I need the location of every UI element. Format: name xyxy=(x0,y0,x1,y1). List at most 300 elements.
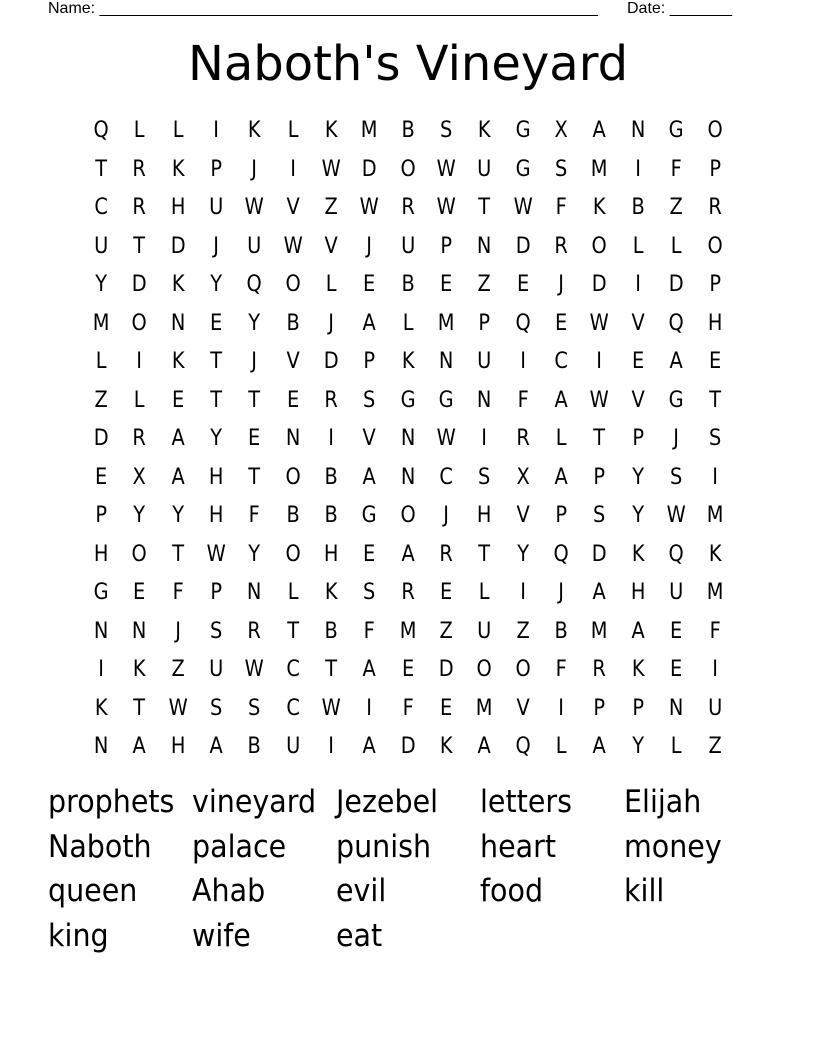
grid-letter: W xyxy=(244,657,265,682)
grid-letter: D xyxy=(592,272,608,297)
grid-letter: J xyxy=(443,503,450,528)
grid-letter: S xyxy=(708,426,721,451)
grid-letter: O xyxy=(400,503,416,528)
grid-letter: K xyxy=(248,118,261,143)
grid-letter: R xyxy=(247,618,262,644)
grid-letter: E xyxy=(171,387,184,413)
grid-letter: E xyxy=(95,464,108,490)
grid-letter: I xyxy=(366,695,373,721)
grid-letter: I xyxy=(711,464,718,490)
grid-letter: F xyxy=(517,387,529,413)
grid-letter: N xyxy=(477,387,492,413)
grid-letter: I xyxy=(481,426,488,451)
grid-row xyxy=(82,382,734,421)
grid-letter: J xyxy=(366,233,373,259)
grid-letter: H xyxy=(323,541,339,567)
grid-letter: M xyxy=(706,503,724,528)
grid-letter: H xyxy=(208,464,224,490)
grid-letter: W xyxy=(590,310,610,336)
grid-letter: H xyxy=(208,503,224,528)
grid-letter: V xyxy=(362,426,377,451)
grid-letter: H xyxy=(93,541,109,567)
grid-letter: E xyxy=(670,657,683,682)
grid-letter: Z xyxy=(94,387,108,413)
grid-letter: W xyxy=(283,233,303,259)
grid-letter: D xyxy=(132,272,147,297)
grid-letter: K xyxy=(708,541,722,567)
grid-letter: W xyxy=(321,156,341,182)
grid-letter: C xyxy=(94,195,108,220)
grid-letter: T xyxy=(325,657,338,682)
grid-letter: I xyxy=(98,657,105,682)
grid-letter: K xyxy=(631,657,645,682)
grid-letter: I xyxy=(558,695,565,721)
grid-letter: M xyxy=(476,695,493,721)
grid-letter: S xyxy=(440,118,453,143)
grid-letter: X xyxy=(516,464,530,490)
grid-letter: Y xyxy=(632,503,644,528)
grid-letter: K xyxy=(324,118,338,143)
grid-letter: Y xyxy=(210,272,223,297)
grid-letter: P xyxy=(593,695,606,721)
grid-letter: O xyxy=(400,156,416,182)
grid-letter: O xyxy=(515,657,531,682)
grid-letter: W xyxy=(436,156,456,182)
grid-letter: N xyxy=(132,618,147,644)
grid-letter: Y xyxy=(248,541,261,567)
grid-letter: E xyxy=(555,310,568,336)
grid-letter: K xyxy=(593,195,606,220)
grid-letter: O xyxy=(476,657,493,682)
grid-letter: W xyxy=(206,541,226,567)
grid-letter: N xyxy=(477,233,492,259)
grid-letter: L xyxy=(172,118,184,143)
word-bank-item: eat xyxy=(336,918,383,955)
grid-letter: S xyxy=(248,695,261,721)
word-bank-item: food xyxy=(480,873,544,910)
grid-letter: U xyxy=(477,349,492,374)
grid-letter: T xyxy=(210,387,223,413)
grid-letter: G xyxy=(438,387,454,413)
grid-letter: S xyxy=(478,464,491,490)
grid-letter: L xyxy=(287,580,299,605)
grid-letter: S xyxy=(210,618,223,644)
grid-letter: Q xyxy=(553,541,569,567)
grid-letter: T xyxy=(593,426,606,451)
grid-letter: J xyxy=(558,272,565,297)
grid-letter: K xyxy=(94,695,108,721)
grid-letter: U xyxy=(400,233,416,259)
grid-letter: K xyxy=(478,118,491,143)
grid-letter: V xyxy=(286,195,300,220)
grid-letter: S xyxy=(555,156,568,182)
grid-letter: E xyxy=(363,272,376,297)
grid-letter: M xyxy=(92,310,110,336)
grid-letter: I xyxy=(596,349,603,374)
grid-row xyxy=(82,574,734,613)
grid-letter: B xyxy=(401,118,415,143)
grid-letter: J xyxy=(328,310,335,336)
grid-letter: A xyxy=(401,541,415,567)
grid-letter: J xyxy=(174,618,181,644)
grid-letter: R xyxy=(401,195,415,220)
grid-letter: L xyxy=(632,233,644,259)
grid-letter: B xyxy=(324,618,338,644)
grid-letter: Y xyxy=(95,272,108,297)
grid-letter: D xyxy=(323,349,339,374)
grid-row xyxy=(82,228,734,267)
grid-letter: A xyxy=(362,657,377,682)
grid-letter: M xyxy=(437,310,455,336)
grid-letter: B xyxy=(247,734,262,759)
grid-row xyxy=(82,420,734,459)
grid-letter: T xyxy=(95,156,108,182)
grid-letter: L xyxy=(287,118,299,143)
grid-letter: I xyxy=(328,734,335,759)
grid-letter: L xyxy=(402,310,414,336)
grid-letter: A xyxy=(669,349,683,374)
grid-letter: N xyxy=(247,580,262,605)
grid-letter: D xyxy=(668,272,684,297)
grid-letter: L xyxy=(555,734,567,759)
grid-letter: R xyxy=(516,426,530,451)
grid-letter: A xyxy=(132,734,147,759)
grid-letter: P xyxy=(478,310,491,336)
grid-letter: E xyxy=(440,695,453,721)
grid-letter: Q xyxy=(93,118,109,143)
grid-letter: O xyxy=(592,233,608,259)
grid-letter: W xyxy=(244,195,265,220)
grid-letter: Z xyxy=(516,618,530,644)
grid-letter: T xyxy=(478,541,491,567)
grid-letter: Q xyxy=(668,541,684,567)
grid-letter: A xyxy=(554,387,568,413)
grid-letter: O xyxy=(131,541,148,567)
grid-letter: Z xyxy=(477,272,492,297)
grid-letter: M xyxy=(591,618,608,644)
grid-letter: A xyxy=(554,464,568,490)
grid-letter: S xyxy=(363,387,376,413)
grid-letter: V xyxy=(516,503,530,528)
grid-row xyxy=(82,613,734,652)
grid-letter: O xyxy=(285,464,301,490)
grid-letter: L xyxy=(555,426,567,451)
grid-letter: T xyxy=(248,387,261,413)
grid-row xyxy=(82,651,734,690)
word-bank-item: wife xyxy=(192,918,251,955)
grid-letter: T xyxy=(708,387,721,413)
grid-letter: L xyxy=(670,233,682,259)
grid-letter: Q xyxy=(515,310,531,336)
word-bank-item: vineyard xyxy=(192,784,317,820)
grid-letter: O xyxy=(285,272,301,297)
grid-letter: N xyxy=(170,310,186,336)
grid-letter: D xyxy=(362,156,378,182)
grid-letter: V xyxy=(631,310,645,336)
grid-letter: G xyxy=(515,118,531,143)
grid-letter: N xyxy=(669,695,684,721)
grid-letter: F xyxy=(172,580,184,605)
grid-letter: K xyxy=(324,580,338,605)
grid-row xyxy=(82,536,734,575)
grid-letter: N xyxy=(630,118,646,143)
grid-letter: N xyxy=(93,618,109,644)
grid-letter: L xyxy=(95,349,107,374)
grid-letter: O xyxy=(707,118,723,143)
grid-letter: L xyxy=(479,580,490,605)
grid-letter: E xyxy=(631,349,645,374)
grid-letter: L xyxy=(670,734,682,759)
grid-letter: G xyxy=(668,387,684,413)
grid-letter: B xyxy=(324,503,338,528)
word-bank-item: palace xyxy=(192,828,287,865)
grid-letter: U xyxy=(94,233,109,259)
grid-letter: F xyxy=(555,657,567,682)
grid-letter: K xyxy=(631,541,645,567)
grid-letter: E xyxy=(708,349,721,374)
grid-letter: I xyxy=(635,272,641,297)
grid-letter: W xyxy=(666,503,686,528)
grid-letter: I xyxy=(711,657,718,682)
date-field-line: Date: _______ xyxy=(627,0,732,17)
grid-letter: U xyxy=(707,695,722,721)
grid-letter: O xyxy=(707,233,723,259)
grid-letter: F xyxy=(709,618,721,644)
word-bank-item: heart xyxy=(480,828,557,865)
grid-letter: U xyxy=(209,657,224,682)
grid-letter: S xyxy=(593,503,606,528)
grid-letter: K xyxy=(439,734,453,759)
grid-letter: M xyxy=(591,156,608,182)
grid-letter: H xyxy=(170,195,186,220)
grid-row xyxy=(82,343,734,382)
grid-letter: N xyxy=(400,426,416,451)
grid-row xyxy=(82,112,734,151)
grid-letter: P xyxy=(210,580,223,605)
grid-letter: P xyxy=(708,272,721,297)
grid-letter: A xyxy=(171,464,185,490)
word-bank-item: Elijah xyxy=(624,784,702,820)
grid-letter: I xyxy=(520,580,526,605)
grid-letter: R xyxy=(439,541,453,567)
grid-letter: R xyxy=(132,426,147,451)
grid-letter: I xyxy=(136,349,143,374)
grid-letter: S xyxy=(363,580,376,605)
grid-letter: E xyxy=(210,310,223,336)
grid-letter: Q xyxy=(668,310,684,336)
grid-letter: C xyxy=(439,464,454,490)
grid-letter: A xyxy=(631,618,645,644)
grid-letter: T xyxy=(133,695,146,721)
grid-letter: D xyxy=(438,657,454,682)
grid-letter: M xyxy=(706,580,724,605)
grid-letter: A xyxy=(362,310,377,336)
grid-letter: A xyxy=(477,734,492,759)
grid-letter: Z xyxy=(708,734,722,759)
grid-letter: T xyxy=(286,618,299,644)
grid-letter: R xyxy=(592,657,607,682)
grid-letter: I xyxy=(328,426,335,451)
grid-letter: J xyxy=(673,426,680,451)
grid-letter: A xyxy=(362,464,377,490)
grid-letter: X xyxy=(132,464,147,490)
grid-letter: I xyxy=(520,349,526,374)
grid-letter: M xyxy=(399,618,417,644)
grid-letter: P xyxy=(363,349,376,374)
grid-row xyxy=(82,728,734,767)
grid-letter: D xyxy=(170,233,186,259)
grid-letter: U xyxy=(477,618,492,644)
grid-letter: R xyxy=(707,195,722,220)
grid-letter: D xyxy=(93,426,109,451)
grid-letter: Y xyxy=(632,464,644,490)
grid-letter: K xyxy=(171,349,185,374)
word-bank-item: queen xyxy=(48,873,138,910)
grid-letter: A xyxy=(362,734,377,759)
grid-letter: W xyxy=(436,195,456,220)
grid-letter: E xyxy=(670,618,683,644)
grid-letter: L xyxy=(325,272,337,297)
grid-letter: Z xyxy=(439,618,453,644)
grid-letter: T xyxy=(478,195,491,220)
grid-letter: F xyxy=(364,618,376,644)
grid-row xyxy=(82,459,734,498)
grid-letter: P xyxy=(632,426,644,451)
grid-letter: D xyxy=(515,233,531,259)
grid-letter: W xyxy=(321,695,341,721)
grid-letter: N xyxy=(93,734,109,759)
grid-letter: K xyxy=(133,657,146,682)
grid-letter: D xyxy=(400,734,416,759)
grid-letter: U xyxy=(209,195,224,220)
grid-letter: E xyxy=(440,272,453,297)
grid-letter: B xyxy=(401,272,415,297)
grid-letter: P xyxy=(555,503,568,528)
grid-letter: R xyxy=(554,233,569,259)
grid-letter: P xyxy=(632,695,644,721)
grid-letter: F xyxy=(670,156,682,182)
grid-letter: Z xyxy=(171,657,185,682)
grid-letter: H xyxy=(707,310,722,336)
grid-letter: A xyxy=(593,580,607,605)
grid-letter: P xyxy=(95,503,108,528)
grid-letter: N xyxy=(285,426,301,451)
grid-row xyxy=(82,497,734,536)
grid-row xyxy=(82,690,734,729)
grid-letter: C xyxy=(554,349,569,374)
grid-letter: E xyxy=(440,580,453,605)
grid-letter: R xyxy=(324,387,338,413)
grid-letter: V xyxy=(324,233,338,259)
grid-letter: T xyxy=(171,541,184,567)
grid-letter: E xyxy=(133,580,146,605)
grid-letter: Y xyxy=(248,310,261,336)
grid-letter: K xyxy=(171,156,185,182)
grid-letter: I xyxy=(213,118,220,143)
grid-letter: F xyxy=(248,503,261,528)
grid-letter: Y xyxy=(171,503,184,528)
grid-letter: X xyxy=(554,118,568,143)
grid-letter: B xyxy=(286,503,300,528)
grid-letter: Y xyxy=(632,734,644,759)
grid-letter: Y xyxy=(210,426,223,451)
word-bank-item: evil xyxy=(336,873,387,910)
grid-letter: P xyxy=(210,156,223,182)
grid-letter: Q xyxy=(246,272,263,297)
grid-letter: S xyxy=(210,695,223,721)
grid-letter: W xyxy=(590,387,610,413)
grid-letter: E xyxy=(248,426,261,451)
grid-letter: T xyxy=(210,349,223,374)
grid-letter: D xyxy=(592,541,608,567)
grid-letter: J xyxy=(213,233,220,259)
grid-row xyxy=(82,189,734,228)
grid-letter: N xyxy=(439,349,454,374)
grid-letter: H xyxy=(630,580,646,605)
grid-letter: L xyxy=(134,118,145,143)
grid-row xyxy=(82,305,734,344)
grid-letter: P xyxy=(440,233,453,259)
grid-letter: B xyxy=(324,464,338,490)
grid-letter: Z xyxy=(669,195,683,220)
grid-letter: I xyxy=(290,156,296,182)
grid-letter: A xyxy=(171,426,185,451)
grid-letter: H xyxy=(170,734,186,759)
grid-letter: A xyxy=(593,118,607,143)
grid-letter: C xyxy=(286,695,300,721)
grid-letter: W xyxy=(359,195,380,220)
grid-letter: Y xyxy=(517,541,529,567)
grid-letter: T xyxy=(248,464,261,490)
grid-letter: G xyxy=(400,387,416,413)
grid-letter: G xyxy=(515,156,531,182)
grid-letter: K xyxy=(401,349,415,374)
grid-letter: U xyxy=(247,233,262,259)
word-bank-item: king xyxy=(48,918,109,955)
word-bank-item: prophets xyxy=(48,784,175,820)
grid-letter: U xyxy=(285,734,300,759)
grid-letter: O xyxy=(131,310,148,336)
grid-letter: W xyxy=(513,195,533,220)
grid-letter: U xyxy=(669,580,684,605)
grid-letter: B xyxy=(554,618,568,644)
letter-grid xyxy=(82,112,734,767)
grid-letter: L xyxy=(134,387,145,413)
grid-letter: G xyxy=(668,118,684,143)
grid-letter: H xyxy=(477,503,492,528)
grid-letter: Y xyxy=(133,503,146,528)
grid-letter: T xyxy=(133,233,146,259)
grid-letter: E xyxy=(363,541,376,567)
word-bank xyxy=(48,780,788,959)
grid-letter: C xyxy=(286,657,300,682)
grid-letter: J xyxy=(251,349,258,374)
grid-letter: B xyxy=(631,195,645,220)
grid-letter: S xyxy=(670,464,683,490)
grid-letter: F xyxy=(402,695,414,721)
name-field-line: Name: ________________________________________________________ xyxy=(48,0,598,17)
word-bank-item: letters xyxy=(480,784,572,820)
grid-letter: G xyxy=(93,580,109,605)
grid-letter: O xyxy=(285,541,301,567)
grid-letter: K xyxy=(171,272,185,297)
grid-letter: R xyxy=(401,580,415,605)
grid-letter: A xyxy=(593,734,607,759)
word-bank-item: Ahab xyxy=(192,873,266,910)
grid-letter: E xyxy=(401,657,415,682)
grid-letter: V xyxy=(286,349,300,374)
grid-letter: I xyxy=(635,156,641,182)
